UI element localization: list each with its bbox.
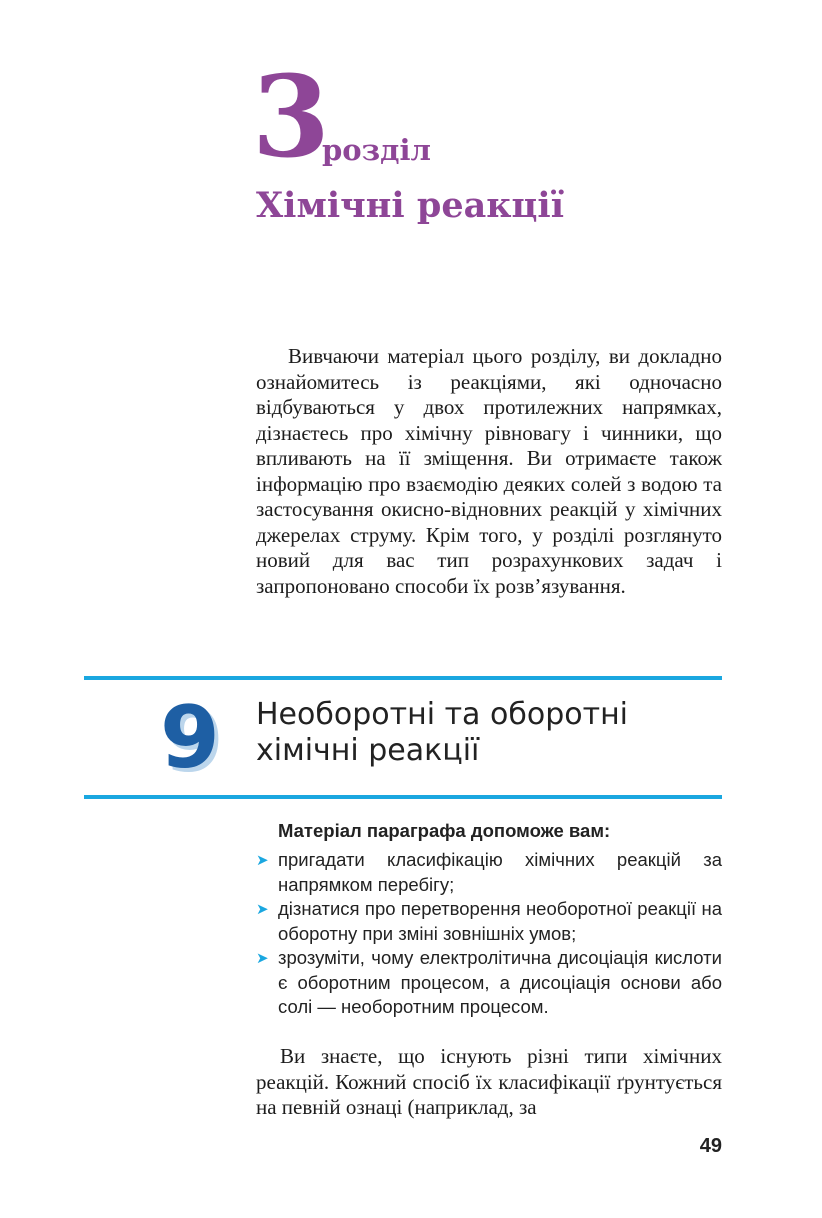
section-header-top-rule <box>84 676 722 680</box>
page-number: 49 <box>699 1135 722 1157</box>
goals-title: Матеріал параграфа допоможе вам: <box>278 820 611 841</box>
goal-text: пригадати класифікацію хімічних реакцій за напрямком перебігу; <box>278 849 722 895</box>
chapter-label: розділ <box>322 133 431 167</box>
goal-text: дізнатися про перетворення необоротної реакції на оборотну при зміні зовнішніх умов; <box>278 898 722 944</box>
goal-item <box>256 897 722 946</box>
chevron-right-icon: ➤ <box>256 900 269 918</box>
goal-item <box>256 848 722 897</box>
chapter-number: 3 <box>252 52 326 183</box>
chevron-right-icon: ➤ <box>256 949 269 967</box>
section-title <box>256 697 628 769</box>
chapter-title: Хімічні реакції <box>256 185 565 226</box>
section-title-line-2: хімічні реакції <box>256 733 480 768</box>
chapter-intro: Вивчаючи матеріал цього розділу, ви докладно ознайомитесь із реакціями, які одночасно відбуваються у двох протилежних напрямках, дізнаєтесь про хімічну рівновагу і чинники, що впливають на її зміщення. Ви отримаєте також інформацію про взаємодію деяких солей з водою та застосування окисно-відновних реакцій у хімічних джерелах струму. Крім того, у розділі розглянуто новий для вас тип розрахункових задач і запропоновано способи їх розв’язування. <box>256 344 722 598</box>
goal-text: зрозуміти, чому електролітична дисоціація кислоти є оборотним процесом, а дисоціація основи або солі — необоротним процесом. <box>278 947 722 1017</box>
goal-item <box>256 946 722 1020</box>
section-number: 9 <box>160 688 220 788</box>
body-paragraph: Ви знаєте, що існують різні типи хімічних реакцій. Кожний спосіб їх класифікації ґрунтується на певній ознаці (наприклад, за <box>256 1044 722 1119</box>
goals-list <box>256 848 722 1020</box>
chevron-right-icon: ➤ <box>256 851 269 869</box>
section-title-line-1: Необоротні та оборотні <box>256 697 629 732</box>
section-header-bottom-rule <box>84 795 722 799</box>
